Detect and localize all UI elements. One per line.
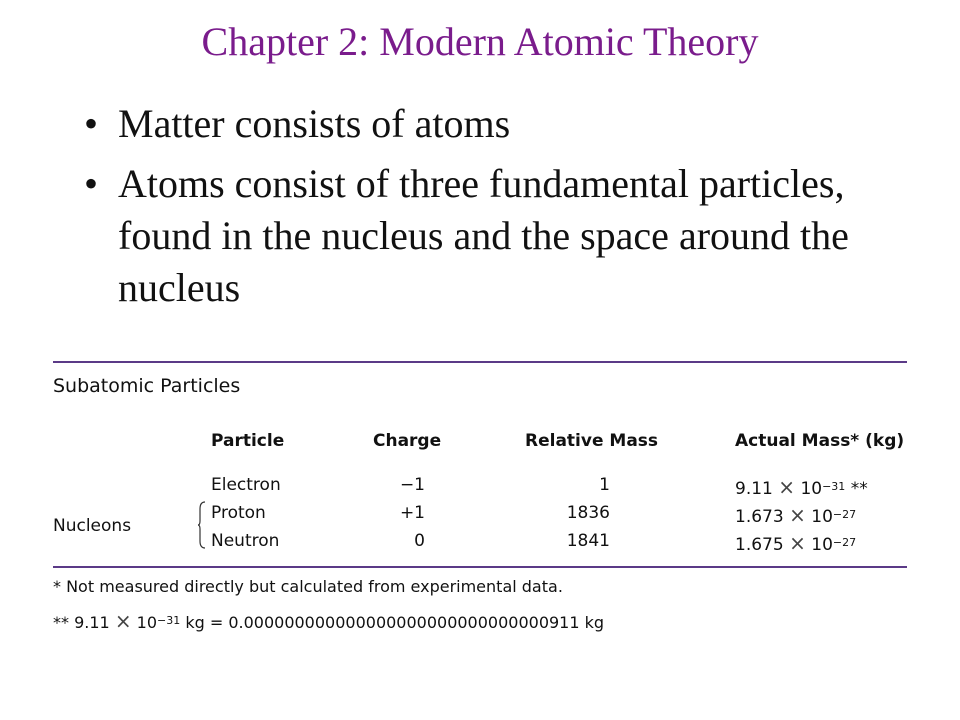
bullet-item (84, 158, 924, 314)
header-relative-mass: Relative Mass (525, 431, 659, 451)
cell-charge: 0 (414, 531, 425, 551)
table-bottom-rule (53, 566, 907, 568)
cell-actual-mass: $1.675 \times 10^{-27}$ (735, 531, 857, 555)
cell-particle: Proton (211, 503, 266, 523)
header-particle: Particle (211, 431, 285, 451)
bullet-dot-icon: • (84, 101, 99, 146)
cell-particle: Electron (211, 475, 281, 495)
header-charge: Charge (373, 431, 442, 451)
bullet-list (84, 98, 924, 322)
bullet-item (84, 98, 924, 150)
header-actual-mass: Actual Mass* (kg) (735, 431, 905, 451)
table-title: Subatomic Particles (53, 375, 241, 397)
bullet-text: Matter consists of atoms (118, 101, 511, 146)
footnote-1: * Not measured directly but calculated from experimental data. (53, 577, 563, 596)
cell-particle: Neutron (211, 531, 280, 551)
slide-title: Chapter 2: Modern Atomic Theory (201, 19, 759, 64)
subatomic-particles-table (53, 361, 907, 651)
nucleons-label: Nucleons (53, 516, 132, 536)
cell-relative-mass: 1836 (566, 503, 610, 523)
cell-relative-mass: 1 (599, 475, 610, 495)
cell-charge: +1 (399, 503, 425, 523)
brace-icon (198, 501, 206, 549)
cell-actual-mass: $9.11 \times 10^{-31}$ ** (735, 475, 868, 499)
table-top-rule (53, 361, 907, 363)
cell-actual-mass: $1.673 \times 10^{-27}$ (735, 503, 857, 527)
cell-relative-mass: 1841 (566, 531, 610, 551)
cell-charge: −1 (399, 475, 425, 495)
bullet-text: Atoms consist of three fundamental particles, found in the nucleus and the space around the nucleus (118, 161, 849, 310)
bullet-dot-icon: • (84, 161, 99, 206)
footnote-2: ** $9.11 \times 10^{-31}$ kg = 0.000000000000000000000000000000911 kg (53, 609, 605, 633)
